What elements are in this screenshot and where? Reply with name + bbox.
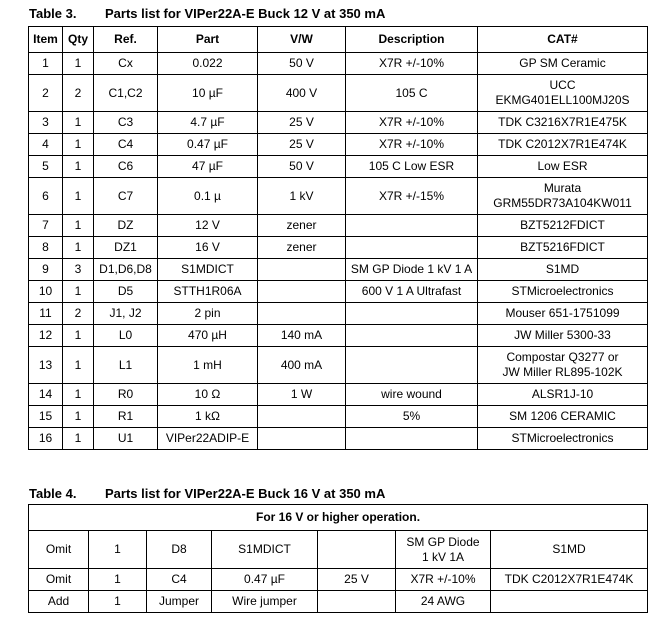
cell-qty: 1 [63, 428, 94, 450]
cell-item: 11 [29, 303, 63, 325]
cell-description: SM GP Diode 1 kV 1A [396, 531, 491, 569]
cell-item: 10 [29, 281, 63, 303]
cell-qty: 1 [89, 591, 147, 613]
header-vw: V/W [258, 27, 346, 53]
header-cat: CAT# [478, 27, 648, 53]
cell-vw: 25 V [318, 569, 396, 591]
cell-qty: 2 [63, 75, 94, 112]
cell-item: 1 [29, 53, 63, 75]
cell-item: 9 [29, 259, 63, 281]
cell-qty: 1 [63, 178, 94, 215]
cell-item: Omit [29, 531, 89, 569]
cell-description: 105 C [346, 75, 478, 112]
cell-vw: zener [258, 237, 346, 259]
cell-cat: STMicroelectronics [478, 281, 648, 303]
cell-qty: 1 [63, 347, 94, 384]
cell-item: 3 [29, 112, 63, 134]
table4-span-header: For 16 V or higher operation. [29, 505, 648, 531]
cell-cat: Mouser 651-1751099 [478, 303, 648, 325]
cell-vw: 50 V [258, 53, 346, 75]
cell-vw [258, 259, 346, 281]
table-row [29, 178, 648, 215]
cell-cat: ALSR1J-10 [478, 384, 648, 406]
cell-vw [258, 303, 346, 325]
cell-vw: 25 V [258, 112, 346, 134]
cell-vw [318, 591, 396, 613]
cell-vw [318, 531, 396, 569]
cell-qty: 3 [63, 259, 94, 281]
cell-cat: SM 1206 CERAMIC [478, 406, 648, 428]
table-row [29, 325, 648, 347]
cell-part: 16 V [158, 237, 258, 259]
cell-item: 15 [29, 406, 63, 428]
cell-ref: D1,D6,D8 [94, 259, 158, 281]
cell-cat: S1MD [478, 259, 648, 281]
cell-qty: 1 [63, 53, 94, 75]
cell-cat: JW Miller 5300-33 [478, 325, 648, 347]
cell-ref: U1 [94, 428, 158, 450]
cell-description: X7R +/-15% [346, 178, 478, 215]
cell-description [346, 215, 478, 237]
cell-part: 10 Ω [158, 384, 258, 406]
cell-ref: L1 [94, 347, 158, 384]
cell-part: Wire jumper [212, 591, 318, 613]
table3-caption [29, 6, 385, 21]
table-row [29, 347, 648, 384]
cell-vw [258, 428, 346, 450]
cell-description: X7R +/-10% [346, 134, 478, 156]
cell-item: Add [29, 591, 89, 613]
cell-ref: R1 [94, 406, 158, 428]
cell-item: 16 [29, 428, 63, 450]
cell-vw [258, 281, 346, 303]
table-row [29, 428, 648, 450]
cell-description [346, 303, 478, 325]
cell-item: 7 [29, 215, 63, 237]
cell-description [346, 325, 478, 347]
cell-cat: UCC EKMG401ELL100MJ20S [478, 75, 648, 112]
cell-qty: 1 [63, 215, 94, 237]
cell-cat: TDK C2012X7R1E474K [478, 134, 648, 156]
cell-item: 12 [29, 325, 63, 347]
cell-cat: S1MD [491, 531, 648, 569]
cell-item: 13 [29, 347, 63, 384]
table-row [29, 406, 648, 428]
cell-vw: 1 W [258, 384, 346, 406]
cell-description [346, 428, 478, 450]
table-row [29, 75, 648, 112]
cell-cat: Compostar Q3277 or JW Miller RL895-102K [478, 347, 648, 384]
table-row [29, 591, 648, 613]
cell-cat: Low ESR [478, 156, 648, 178]
cell-item: 6 [29, 178, 63, 215]
table4-title: Parts list for VIPer22A-E Buck 16 V at 350 mA [105, 486, 386, 501]
table-row [29, 569, 648, 591]
cell-part: 10 µF [158, 75, 258, 112]
table4-caption [29, 486, 385, 501]
cell-item: 8 [29, 237, 63, 259]
cell-item: 2 [29, 75, 63, 112]
cell-qty: 1 [63, 112, 94, 134]
cell-qty: 1 [63, 156, 94, 178]
table4-span-row [29, 505, 648, 531]
cell-vw: 400 V [258, 75, 346, 112]
cell-description [346, 237, 478, 259]
table4-label: Table 4. [29, 486, 77, 501]
table3-title: Parts list for VIPer22A-E Buck 12 V at 350 mA [105, 6, 386, 21]
cell-part: 2 pin [158, 303, 258, 325]
table-row [29, 134, 648, 156]
cell-description: SM GP Diode 1 kV 1 A [346, 259, 478, 281]
cell-ref: DZ1 [94, 237, 158, 259]
cell-cat: TDK C2012X7R1E474K [491, 569, 648, 591]
cell-ref: C4 [94, 134, 158, 156]
cell-part: 1 kΩ [158, 406, 258, 428]
cell-ref: D8 [147, 531, 212, 569]
cell-ref: C1,C2 [94, 75, 158, 112]
cell-part: S1MDICT [212, 531, 318, 569]
table-row [29, 384, 648, 406]
cell-ref: C6 [94, 156, 158, 178]
cell-part: 12 V [158, 215, 258, 237]
cell-item: 4 [29, 134, 63, 156]
table4 [28, 504, 648, 613]
cell-cat: BZT5212FDICT [478, 215, 648, 237]
cell-cat: GP SM Ceramic [478, 53, 648, 75]
cell-item: Omit [29, 569, 89, 591]
cell-part: 0.47 µF [158, 134, 258, 156]
cell-vw: 140 mA [258, 325, 346, 347]
cell-cat: TDK C3216X7R1E475K [478, 112, 648, 134]
cell-description: X7R +/-10% [346, 53, 478, 75]
cell-qty: 1 [89, 569, 147, 591]
cell-vw: 50 V [258, 156, 346, 178]
cell-ref: DZ [94, 215, 158, 237]
cell-cat [491, 591, 648, 613]
table-row [29, 237, 648, 259]
table-row [29, 281, 648, 303]
cell-qty: 1 [63, 406, 94, 428]
cell-vw: 1 kV [258, 178, 346, 215]
table-row [29, 259, 648, 281]
header-description: Description [346, 27, 478, 53]
table-row [29, 156, 648, 178]
cell-description [346, 347, 478, 384]
cell-cat: Murata GRM55DR73A104KW011 [478, 178, 648, 215]
cell-part: 47 µF [158, 156, 258, 178]
cell-qty: 1 [63, 325, 94, 347]
header-qty: Qty [63, 27, 94, 53]
table-row [29, 215, 648, 237]
cell-qty: 1 [63, 134, 94, 156]
cell-description: 5% [346, 406, 478, 428]
header-ref: Ref. [94, 27, 158, 53]
cell-description: wire wound [346, 384, 478, 406]
table-row [29, 112, 648, 134]
cell-qty: 1 [63, 281, 94, 303]
cell-ref: R0 [94, 384, 158, 406]
table3-label: Table 3. [29, 6, 77, 21]
cell-ref: C7 [94, 178, 158, 215]
cell-description: X7R +/-10% [396, 569, 491, 591]
table-row [29, 53, 648, 75]
cell-part: VIPer22ADIP-E [158, 428, 258, 450]
cell-vw: zener [258, 215, 346, 237]
cell-part: 0.1 µ [158, 178, 258, 215]
cell-part: 4.7 µF [158, 112, 258, 134]
cell-description: X7R +/-10% [346, 112, 478, 134]
cell-ref: L0 [94, 325, 158, 347]
cell-cat: STMicroelectronics [478, 428, 648, 450]
cell-qty: 1 [63, 384, 94, 406]
cell-ref: C4 [147, 569, 212, 591]
cell-description: 24 AWG [396, 591, 491, 613]
cell-qty: 2 [63, 303, 94, 325]
cell-item: 5 [29, 156, 63, 178]
cell-ref: Jumper [147, 591, 212, 613]
cell-vw [258, 406, 346, 428]
header-item: Item [29, 27, 63, 53]
cell-part: STTH1R06A [158, 281, 258, 303]
cell-vw: 400 mA [258, 347, 346, 384]
cell-item: 14 [29, 384, 63, 406]
cell-description: 600 V 1 A Ultrafast [346, 281, 478, 303]
cell-ref: C3 [94, 112, 158, 134]
table-row [29, 531, 648, 569]
table3 [28, 26, 648, 450]
cell-description: 105 C Low ESR [346, 156, 478, 178]
cell-qty: 1 [89, 531, 147, 569]
header-part: Part [158, 27, 258, 53]
cell-part: 0.47 µF [212, 569, 318, 591]
cell-part: 470 µH [158, 325, 258, 347]
table-row [29, 303, 648, 325]
cell-part: S1MDICT [158, 259, 258, 281]
table3-header-row [29, 27, 648, 53]
cell-part: 0.022 [158, 53, 258, 75]
cell-vw: 25 V [258, 134, 346, 156]
cell-cat: BZT5216FDICT [478, 237, 648, 259]
cell-qty: 1 [63, 237, 94, 259]
cell-ref: J1, J2 [94, 303, 158, 325]
cell-part: 1 mH [158, 347, 258, 384]
cell-ref: Cx [94, 53, 158, 75]
cell-ref: D5 [94, 281, 158, 303]
